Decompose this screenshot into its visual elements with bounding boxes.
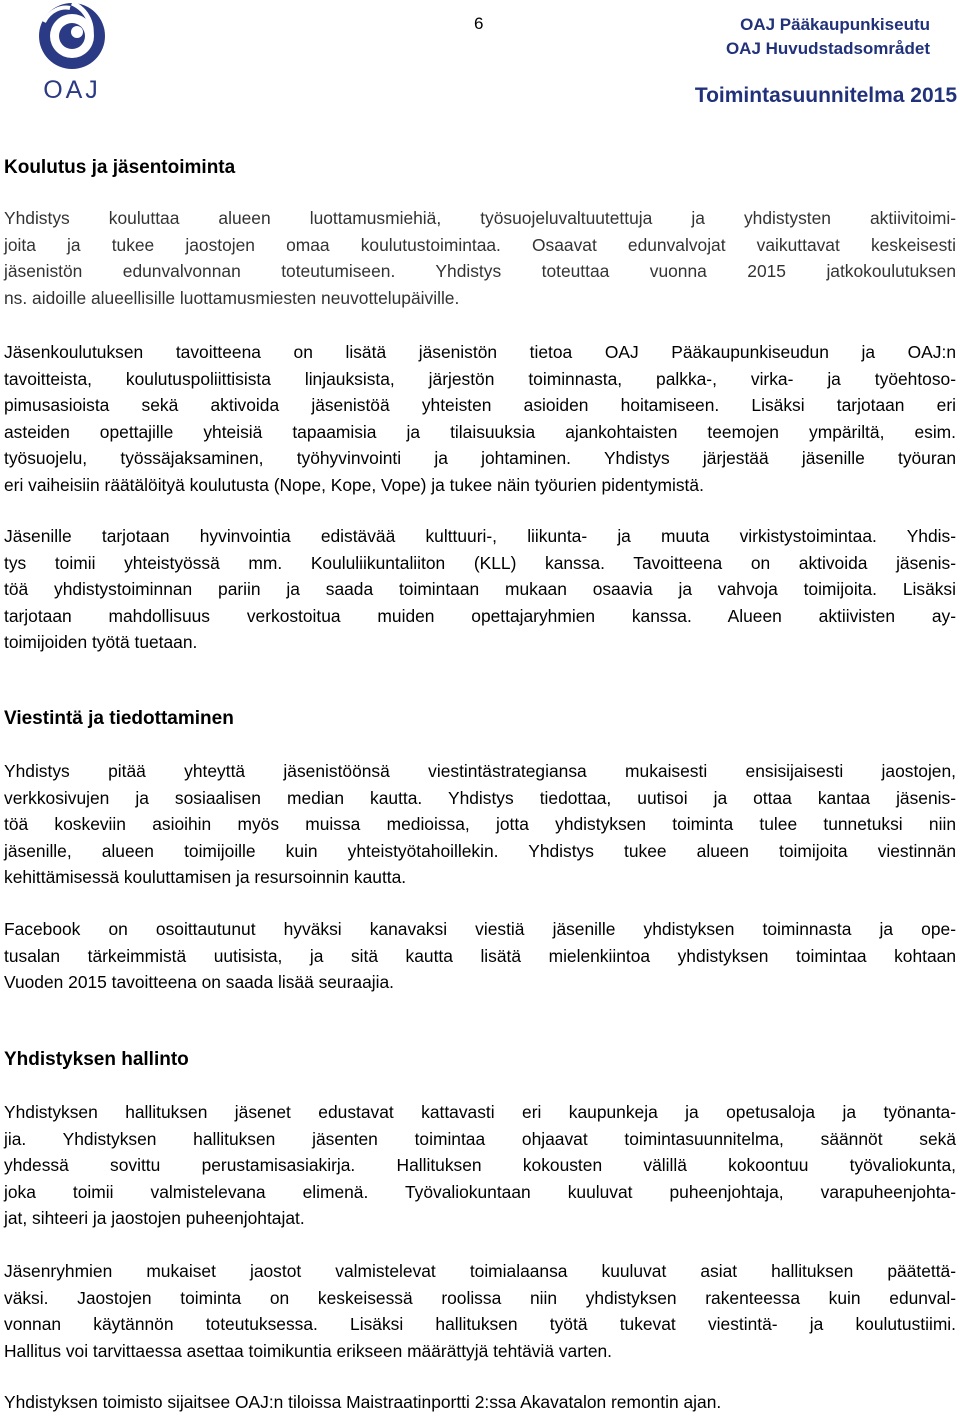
text-line: Vuoden 2015 tavoitteena on saada lisää seuraajia. — [4, 972, 394, 992]
text-line: tys toimii yhteistyössä mm. Koululiikuntaliiton (KLL) kanssa. Tavoitteena on aktivoida jäsenis- — [4, 552, 956, 573]
text-line: Hallitus voi tarvittaessa asettaa toimikuntia erikseen määrättyjä tehtäviä varten. — [4, 1340, 612, 1361]
page-header — [0, 0, 960, 120]
text-line: tusalan tärkeimmistä uutisista, ja sitä kautta lisätä mielenkiintoa yhdistyksen toimintaa kohtaan — [4, 945, 956, 966]
section-heading: Koulutus ja jäsentoiminta — [4, 157, 236, 178]
paragraph — [4, 523, 956, 656]
text-line: vonnan käytännön toteutuksessa. Lisäksi hallituksen työtä tukevat viestintä- ja koulutustiimi. — [4, 1314, 956, 1334]
document-title: Toimintasuunnitelma 2015 — [694, 84, 957, 107]
text-line: Jäsenkoulutuksen tavoitteena on lisätä jäsenistön tietoa OAJ Pääkaupunkiseudun ja OAJ:n — [4, 342, 956, 362]
text-line: töä koskeviin asioihin myös muissa medioissa, jotta yhdistyksen toiminta tulee tunnetuksi niin — [4, 814, 956, 834]
text-line: kehittämisessä kouluttamisen ja resursoinnin kautta. — [4, 867, 407, 887]
text-line: Jäsenille tarjotaan hyvinvointia edistävää kulttuuri-, liikunta- ja muuta virkistystoimintaa. Yhdis- — [4, 526, 956, 546]
paragraph — [4, 339, 956, 498]
text-line: työsuojelu, työssäjaksaminen, työhyvinvointi ja johtaminen. Yhdistys järjestää jäsenille työuran — [4, 448, 956, 468]
paragraph — [4, 916, 956, 996]
section-heading: Yhdistyksen hallinto — [4, 1049, 189, 1070]
text-line: joka toimii valmistelevana elimenä. Työvaliokuntaan kuuluvat puheenjohtaja, varapuheenjohta- — [4, 1181, 956, 1202]
text-line: jäsenille, alueen toimijoille kuin yhteistyötahoillekin. Yhdistys tukee alueen toimijoita viestinnän — [4, 840, 956, 861]
text-line: Facebook on osoittautunut hyväksi kanavaksi viestiä jäsenille yhdistyksen toiminnasta ja ope- — [4, 919, 956, 939]
text-line: jia. Yhdistyksen hallituksen jäsenten toimintaa ohjaavat toimintasuunnitelma, säännöt sekä — [4, 1128, 956, 1149]
org-name-swedish: OAJ Huvudstadsområdet — [725, 39, 930, 58]
text-line: joita ja tukee jaostojen omaa koulutustoimintaa. Osaavat edunvalvojat vaikuttavat keskeisesti — [4, 234, 956, 255]
text-line: tavoitteista, koulutuspoliittisista linjauksista, järjestön toiminnasta, palkka-, virka- ja työehtoso- — [4, 368, 956, 389]
organization-name — [726, 13, 930, 61]
text-line: asteiden opettajille yhteisiä tapaamisia ja tilaisuuksia ajankohtaisten teemojen ympäriltä, esim. — [4, 421, 956, 442]
section-heading: Viestintä ja tiedottaminen — [4, 708, 234, 729]
text-line: toimijoiden työtä tuetaan. — [4, 632, 198, 652]
text-line: jat, sihteeri ja jaostojen puheenjohtajat. — [4, 1208, 305, 1228]
text-line: väksi. Jaostojen toiminta on keskeisessä roolissa niin yhdistyksen rakenteessa kuin edunval- — [4, 1287, 956, 1308]
text-line: jäsenistön edunvalvonnan toteutumiseen. Yhdistys toteuttaa vuonna 2015 jatkokoulutuksen — [4, 261, 956, 281]
text-line: Yhdistys kouluttaa alueen luottamusmiehiä, työsuojeluvaltuutettuja ja yhdistysten aktiivitoimi- — [4, 208, 956, 228]
text-line: Jäsenryhmien mukaiset jaostot valmistelevat toimialaansa kuuluvat asiat hallituksen päätettä- — [4, 1261, 956, 1281]
oaj-emblem-icon — [32, 0, 112, 76]
paragraph — [4, 1258, 956, 1364]
paragraph — [4, 758, 956, 891]
text-line: verkkosivujen ja sosiaalisen median kautta. Yhdistys tiedottaa, uutisoi ja ottaa kantaa jäsenis- — [4, 787, 956, 808]
logo-text: OAJ — [43, 76, 101, 104]
text-line: pimusasioista sekä aktivoida jäsenistöä yhteisten asioiden hoitamiseen. Lisäksi tarjotaan eri — [4, 395, 956, 415]
text-line: töä yhdistystoiminnan pariin ja saada toimintaan mukaan osaavia ja vahvoja toimijoita. Lisäksi — [4, 579, 956, 599]
paragraph — [4, 1389, 956, 1416]
oaj-logo — [32, 0, 112, 106]
text-line: yhdessä sovittu perustamisasiakirja. Hallituksen kokousten välillä kokoontuu työvaliokunta, — [4, 1155, 956, 1175]
text-line: eri vaiheisiin räätälöityä koulutusta (Nope, Kope, Vope) ja tukee näin työurien pidentymistä. — [4, 474, 704, 495]
paragraph — [4, 205, 956, 311]
org-name-finnish: OAJ Pääkaupunkiseutu — [740, 15, 930, 34]
text-line: ns. aidoille alueellisille luottamusmiesten neuvottelupäiville. — [4, 287, 460, 308]
page-number: 6 — [474, 14, 484, 33]
text-line: Yhdistyksen hallituksen jäsenet edustavat kattavasti eri kaupunkeja ja opetusaloja ja työnanta- — [4, 1102, 956, 1122]
paragraph — [4, 1099, 956, 1232]
text-line: tarjotaan mahdollisuus verkostoitua muiden opettajaryhmien kanssa. Alueen aktiivisten ay- — [4, 605, 956, 626]
text-line: Yhdistys pitää yhteyttä jäsenistöönsä viestintästrategiansa mukaisesti ensisijaisesti jaostojen, — [4, 761, 956, 781]
text-line: Yhdistyksen toimisto sijaitsee OAJ:n tiloissa Maistraatinportti 2:ssa Akavatalon remontin ajan. — [4, 1392, 722, 1412]
